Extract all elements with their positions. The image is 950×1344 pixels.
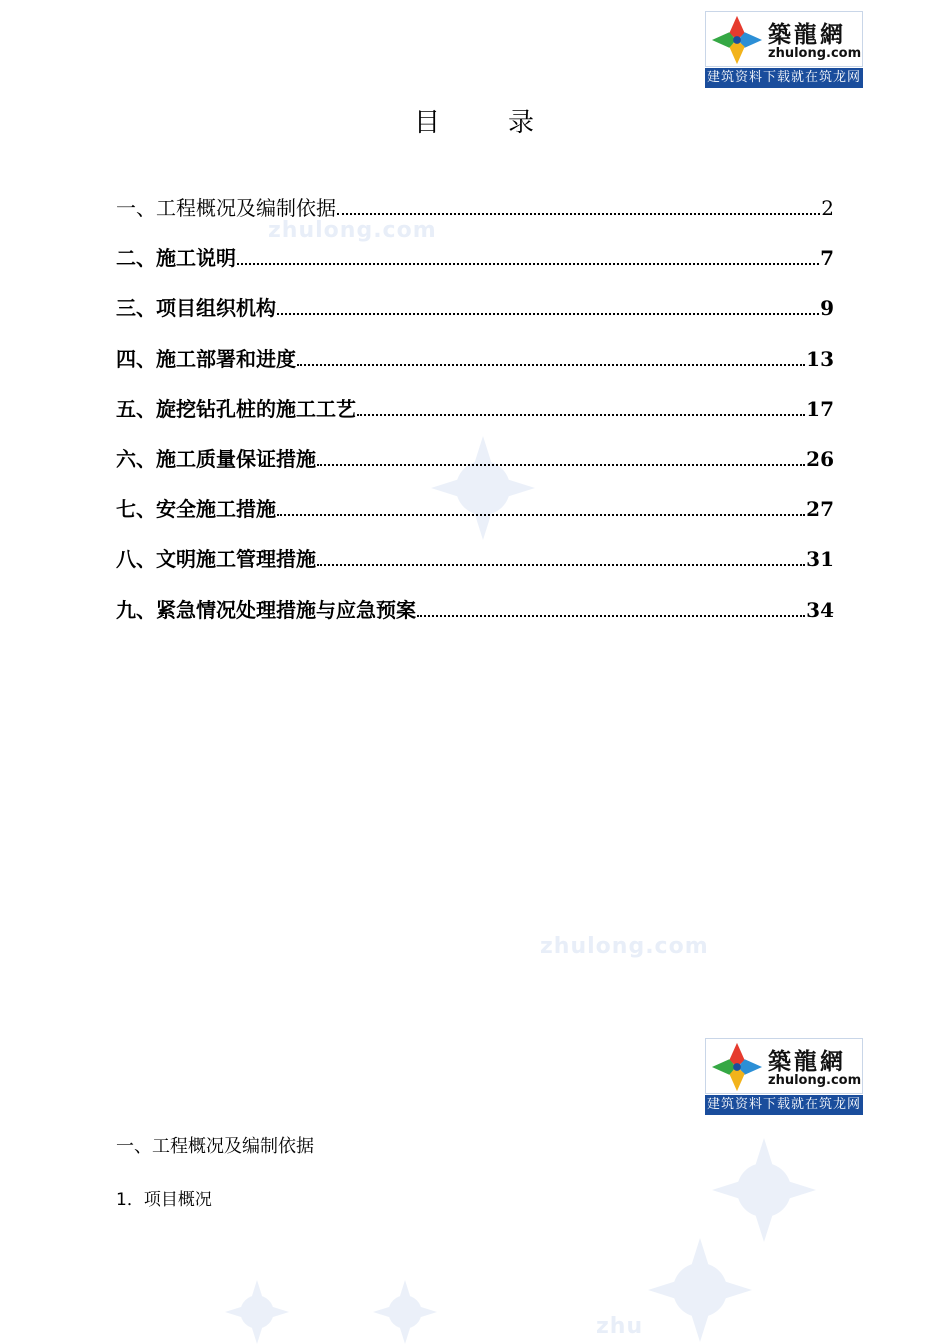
toc-entry-label: 五、旋挖钻孔桩的施工工艺 [116, 396, 356, 421]
toc-leader [277, 297, 819, 315]
toc-entry-label: 三、项目组织机构 [116, 296, 276, 321]
watermark-star-icon [712, 1138, 816, 1242]
section-subheading: 1．项目概况 [116, 1190, 212, 1210]
logo-slogan: 建筑资料下载就在筑龙网 [705, 1095, 863, 1115]
toc-entry-page: 34 [806, 597, 834, 622]
zhulong-logo [705, 1038, 863, 1116]
logo-domain: zhulong.com [768, 46, 862, 61]
toc-entry-label: 四、施工部署和进度 [116, 346, 296, 371]
toc-leader [317, 448, 805, 466]
table-of-contents [116, 192, 834, 644]
watermark-text: zhulong.com [268, 218, 437, 243]
zhulong-emblem-icon [708, 14, 766, 66]
toc-entry-label: 一、工程概况及编制依据 [116, 196, 336, 220]
logo-slogan: 建筑资料下载就在筑龙网 [705, 68, 863, 88]
toc-entry[interactable] [116, 292, 834, 342]
toc-entry[interactable] [116, 343, 834, 393]
zhulong-logo [705, 11, 863, 89]
toc-entry-label: 九、紧急情况处理措施与应急预案 [116, 597, 416, 622]
toc-leader [357, 398, 805, 416]
toc-entry-label: 八、文明施工管理措施 [116, 547, 316, 572]
toc-leader [417, 599, 805, 617]
toc-entry-page: 2 [821, 196, 834, 220]
toc-leader [337, 197, 820, 215]
toc-entry-page: 17 [806, 396, 834, 421]
toc-title-right: 录 [508, 108, 537, 138]
toc-entry[interactable] [116, 594, 834, 644]
watermark-star-icon [224, 1280, 290, 1344]
toc-entry[interactable] [116, 393, 834, 443]
toc-leader [317, 548, 805, 566]
toc-title [0, 102, 950, 139]
toc-entry-label: 二、施工说明 [116, 246, 236, 271]
toc-entry-page: 31 [806, 547, 834, 572]
toc-entry[interactable] [116, 443, 834, 493]
toc-entry-label: 六、施工质量保证措施 [116, 446, 316, 471]
section-heading: 一、工程概况及编制依据 [116, 1136, 314, 1157]
logo-name: 築龍網 [768, 1048, 846, 1075]
zhulong-emblem-icon [708, 1041, 766, 1093]
toc-leader [277, 498, 805, 516]
toc-entry-page: 26 [806, 446, 834, 471]
watermark-star-icon [648, 1238, 752, 1342]
toc-entry-page: 7 [820, 246, 834, 271]
toc-entry-label: 七、安全施工措施 [116, 497, 276, 522]
toc-leader [297, 348, 805, 366]
toc-entry-page: 9 [820, 296, 834, 321]
toc-entry[interactable] [116, 493, 834, 543]
toc-entry[interactable] [116, 543, 834, 593]
watermark-text: zhulong.com [540, 934, 709, 959]
toc-entry-page: 27 [806, 497, 834, 522]
logo-domain: zhulong.com [768, 1073, 862, 1088]
logo-name: 築龍網 [768, 21, 846, 48]
toc-entry[interactable] [116, 242, 834, 292]
watermark-star-icon [372, 1280, 438, 1344]
toc-leader [237, 247, 819, 265]
toc-entry-page: 13 [806, 346, 834, 371]
toc-entry[interactable] [116, 192, 834, 242]
watermark-text: zhu [596, 1314, 644, 1339]
toc-title-left: 目 [413, 108, 442, 138]
